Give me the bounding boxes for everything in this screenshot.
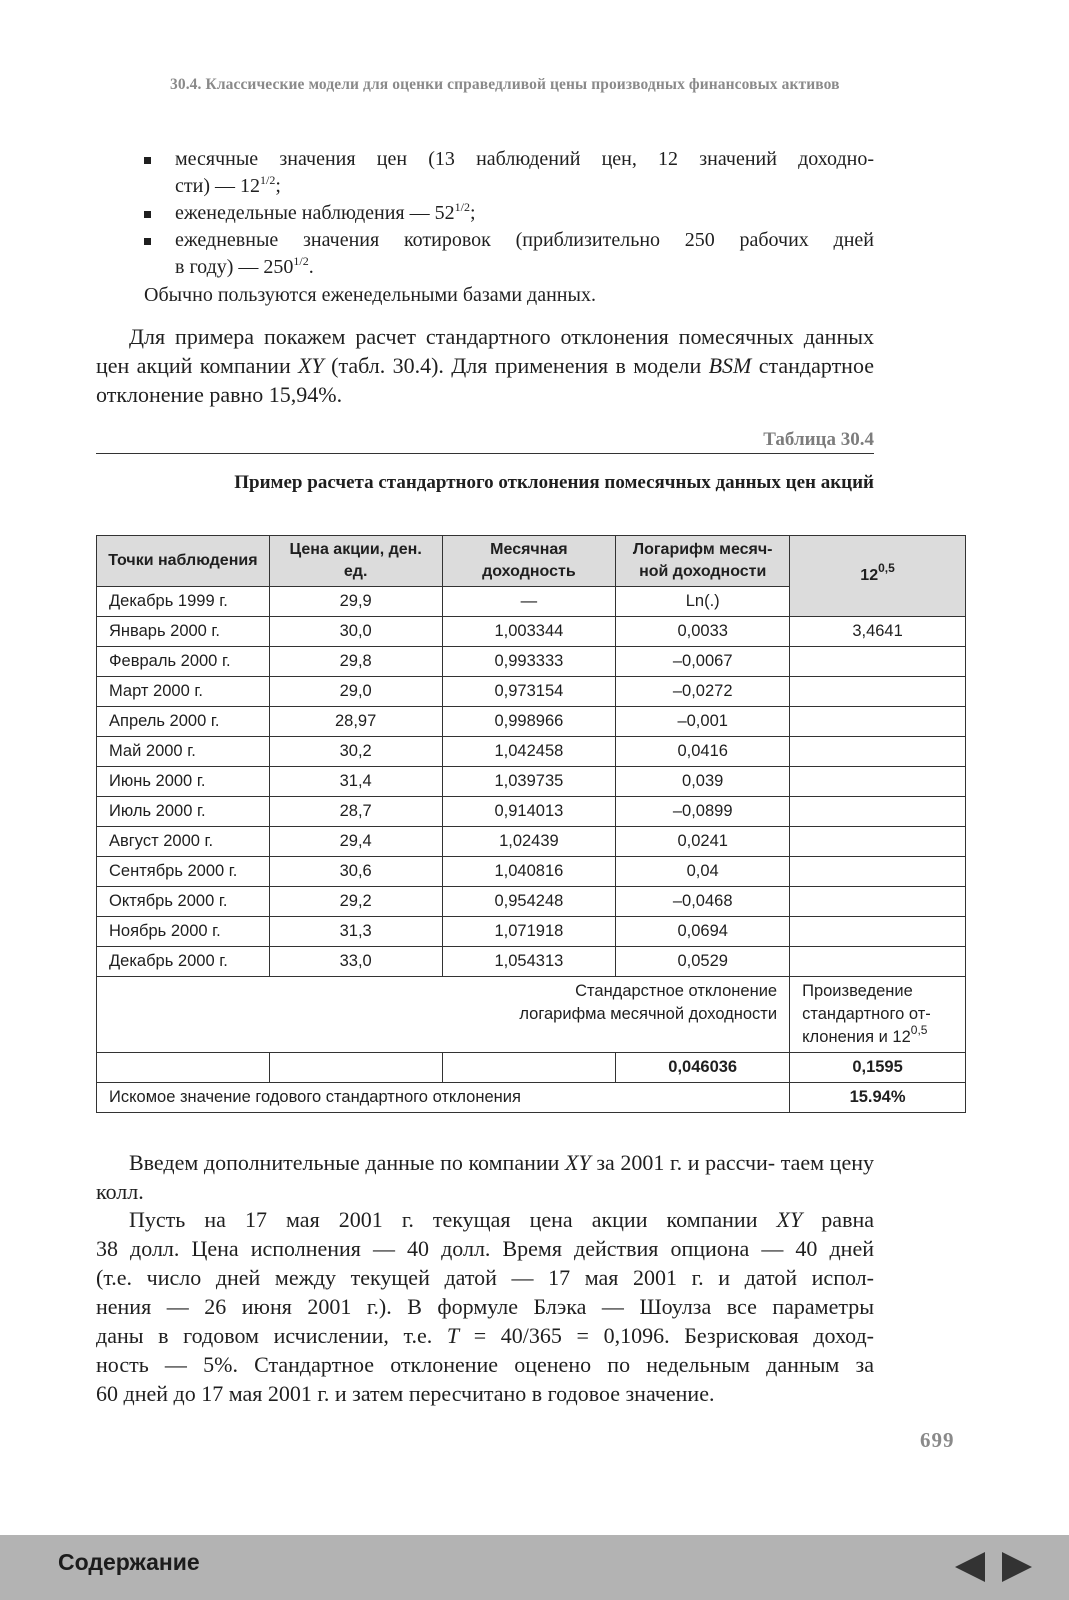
data-table: [96, 535, 966, 1113]
table-cell: —: [442, 587, 616, 617]
table-row: [97, 737, 966, 767]
bullet-line: сти) — $12^{1/2}$;: [175, 173, 281, 197]
table-cell: 0,954248: [442, 887, 616, 917]
bullet-line: еженедельные наблюдения — $52^{1/2}$;: [175, 200, 476, 224]
paragraph-example: Пусть на 17 мая 2001 г. текущая цена акции компании XY равна 38 долл. Цена исполнения — 40 долл. Время действия опциона — 40 дней (т.е. число дней между текущей датой — 17 мая 2001 г. и датой испол- нения — 26 июня 2001 г.). В формуле Блэка — Шоулза все параметры даны в годовом исчислении, т.е. T = 40/365 = 0,1096. Безрисковая доход- ность — 5%. Стандартное отклонение оценено по недельным данным за 60 дней до 17 мая 2001 г. и затем пересчитано в годовое значение.: [96, 1207, 874, 1406]
product-label-cell: Произведение стандартного от- клонения и 12$^{0,5}$: [790, 977, 966, 1053]
paragraph-extra-data: Введем дополнительные данные по компании XY за 2001 г. и рассчи- таем цену колл.: [96, 1150, 874, 1204]
table-cell: 1,039735: [442, 767, 616, 797]
bullet-list: [96, 146, 874, 309]
table-cell: 1,042458: [442, 737, 616, 767]
table-cell: 29,4: [269, 827, 442, 857]
bullet-item: [96, 146, 874, 200]
table-cell: 31,4: [269, 767, 442, 797]
table-number: Таблица 30.4: [96, 429, 874, 454]
table-cell: 29,0: [269, 677, 442, 707]
table-cell: Ноябрь 2000 г.: [97, 917, 270, 947]
table-row: [97, 677, 966, 707]
annual-label-cell: Искомое значение годового стандартного отклонения: [97, 1083, 790, 1113]
table-cell: 29,9: [269, 587, 442, 617]
table-cell: 1,003344: [442, 617, 616, 647]
table-cell: 33,0: [269, 947, 442, 977]
table-cell: 0,04: [616, 857, 790, 887]
table-row: [97, 917, 966, 947]
column-header: Логарифм месяч-ной доходности: [616, 536, 790, 587]
table-cell: Июль 2000 г.: [97, 797, 270, 827]
table-cell: [790, 857, 966, 887]
bullet-line: в году) — $250^{1/2}$.: [175, 254, 314, 278]
table-cell: 1,040816: [442, 857, 616, 887]
table-cell: 0,0694: [616, 917, 790, 947]
table-cell: 0,0241: [616, 827, 790, 857]
std-value-cell: 0,046036: [616, 1053, 790, 1083]
table-body: [97, 617, 966, 977]
table-cell: [790, 707, 966, 737]
table-cell: [790, 827, 966, 857]
table-row: [97, 947, 966, 977]
table-row: [97, 617, 966, 647]
bullet-line: ежедневные значения котировок (приблизительно 250 рабочих дней: [175, 229, 874, 251]
table-cell: –0,0272: [616, 677, 790, 707]
table-row: [97, 1083, 966, 1113]
table-cell: 0,0416: [616, 737, 790, 767]
table-row: [97, 707, 966, 737]
table-cell: [790, 917, 966, 947]
table-cell: 29,2: [269, 887, 442, 917]
bullet-note: Обычно пользуются еженедельными базами данных.: [144, 284, 596, 306]
table-cell: –0,0067: [616, 647, 790, 677]
table-cell: [790, 647, 966, 677]
table-cell: –0,0468: [616, 887, 790, 917]
table-cell: Октябрь 2000 г.: [97, 887, 270, 917]
bullet-item: [96, 200, 874, 227]
table-cell: [442, 1053, 616, 1083]
table-row: [97, 857, 966, 887]
page-number: 699: [920, 1428, 955, 1452]
column-header: 12$^{0,5}$: [790, 536, 966, 617]
table-cell: [790, 797, 966, 827]
table-header-row: [97, 536, 966, 587]
table-cell: 0,914013: [442, 797, 616, 827]
table-cell: 30,0: [269, 617, 442, 647]
table-cell: Июнь 2000 г.: [97, 767, 270, 797]
table-cell: [269, 1053, 442, 1083]
table-row: [97, 767, 966, 797]
table-cell: Январь 2000 г.: [97, 617, 270, 647]
column-header: Цена акции, ден. ед.: [269, 536, 442, 587]
annual-value-cell: 15.94%: [790, 1083, 966, 1113]
table-cell: 3,4641: [790, 617, 966, 647]
table-cell: [790, 767, 966, 797]
table-cell: Ln(.): [616, 587, 790, 617]
table-row: [97, 887, 966, 917]
arrow-right-icon[interactable]: [1002, 1552, 1032, 1582]
table-cell: 0,993333: [442, 647, 616, 677]
table-cell: [97, 1053, 270, 1083]
table-cell: 1,02439: [442, 827, 616, 857]
table-cell: 28,7: [269, 797, 442, 827]
contents-link[interactable]: Содержание: [58, 1549, 200, 1575]
std-label-cell: Стандарстное отклонение логарифма месячной доходности: [97, 977, 790, 1053]
column-header: Месячная доходность: [442, 536, 616, 587]
table-row: [97, 797, 966, 827]
table-cell: Декабрь 2000 г.: [97, 947, 270, 977]
table-cell: [790, 677, 966, 707]
paragraph-intro: Для примера покажем расчет стандартного отклонения помесячных данных цен акций компании XY (табл. 30.4). Для применения в модели BSM стандартное отклонение равно 15,94%.: [96, 324, 874, 407]
table-cell: Август 2000 г.: [97, 827, 270, 857]
table-cell: 1,071918: [442, 917, 616, 947]
table-cell: 31,3: [269, 917, 442, 947]
table-cell: Декабрь 1999 г.: [97, 587, 270, 617]
arrow-left-icon[interactable]: [955, 1552, 985, 1582]
table-cell: Март 2000 г.: [97, 677, 270, 707]
table-cell: 30,2: [269, 737, 442, 767]
table-summary-row: [97, 977, 966, 1053]
table-cell: 0,998966: [442, 707, 616, 737]
table-row: [97, 647, 966, 677]
table-cell: 0,0033: [616, 617, 790, 647]
table-cell: 30,6: [269, 857, 442, 887]
table-cell: 29,8: [269, 647, 442, 677]
bullet-line: месячные значения цен (13 наблюдений цен, 12 значений доходно-: [175, 148, 874, 170]
table-cell: 1,054313: [442, 947, 616, 977]
table-cell: –0,0899: [616, 797, 790, 827]
table-cell: Февраль 2000 г.: [97, 647, 270, 677]
footer-nav-bar: [0, 1535, 1069, 1600]
table-cell: [790, 887, 966, 917]
table-cell: –0,001: [616, 707, 790, 737]
product-value-cell: 0,1595: [790, 1053, 966, 1083]
table-cell: [790, 947, 966, 977]
bullet-square-icon: [144, 238, 151, 245]
table-cell: 28,97: [269, 707, 442, 737]
table-cell: Сентябрь 2000 г.: [97, 857, 270, 887]
column-header: Точки наблюдения: [97, 536, 270, 587]
running-head: 30.4. Классические модели для оценки справедливой цены производных финансовых активов: [170, 76, 840, 93]
table-cell: 0,039: [616, 767, 790, 797]
table-cell: [790, 737, 966, 767]
table-row: [97, 827, 966, 857]
bullet-item: [96, 227, 874, 281]
table-title: Пример расчета стандартного отклонения помесячных данных цен акций: [234, 472, 874, 493]
table-cell: Апрель 2000 г.: [97, 707, 270, 737]
table-row: [97, 1053, 966, 1083]
table-cell: Май 2000 г.: [97, 737, 270, 767]
bullet-square-icon: [144, 157, 151, 164]
bullet-square-icon: [144, 211, 151, 218]
table-cell: 0,973154: [442, 677, 616, 707]
table-cell: 0,0529: [616, 947, 790, 977]
